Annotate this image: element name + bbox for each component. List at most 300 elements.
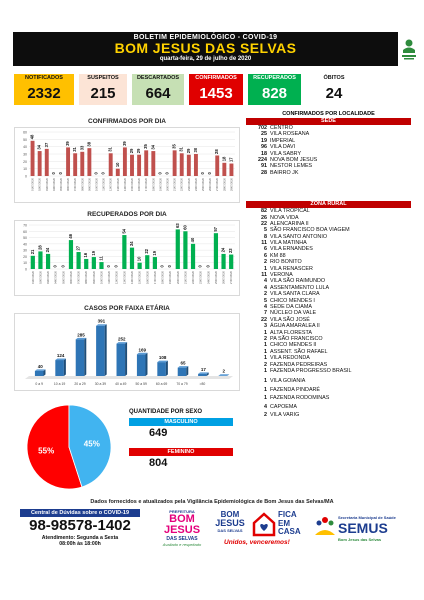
locality-count: 5: [264, 227, 267, 234]
locality-name: CHICO MENDES II: [270, 342, 317, 349]
confirmados-value-label: 39: [121, 141, 127, 146]
confirmados-chart-title: CONFIRMADOS POR DIA: [88, 118, 166, 125]
recuperados-xtick: 25/07/2020: [214, 271, 218, 284]
confirmados-value-label: 0: [200, 172, 206, 175]
bulletin-header: [13, 32, 398, 66]
bulletin-date: quarta-feira, 29 de julho de 2020: [159, 56, 252, 62]
hotline-title: Central de Dúvidas sobre o COVID-19: [20, 509, 140, 517]
confirmados-value-label: 29: [129, 148, 134, 154]
fica-em-casa-logo: [210, 509, 310, 551]
confirmados-bar: [123, 147, 127, 176]
faixa-category-label: 40 a 49: [115, 382, 127, 386]
locality-name: FAZENDA PEDREIRAS: [270, 361, 328, 368]
locality-name: ÁGUA AMARALEA II: [270, 323, 320, 330]
extra-list-item: [246, 377, 411, 386]
recuperados-xtick: 24/07/2020: [207, 271, 211, 284]
faixa-value-label: 124: [56, 353, 65, 359]
locality-name: VILA SÃO RAIMUNDO: [270, 278, 326, 285]
recuperados-value-label: 27: [75, 245, 81, 251]
locality-count: 1: [264, 378, 267, 385]
confirmados-value-label: 33: [79, 145, 85, 151]
faixa-bar: [157, 362, 166, 376]
confirmados-value-label: 39: [65, 141, 71, 146]
confirmados-bar: [194, 154, 198, 176]
confirmados-value-label: 18: [221, 156, 227, 162]
confirmados-ytick: 50: [23, 137, 27, 142]
recuperados-bar: [122, 235, 126, 269]
locality-name: VERONA: [270, 272, 293, 279]
hotline-hours-time: 08:00h às 18:00h: [59, 541, 101, 547]
confirmados-value-label: 29: [185, 148, 191, 154]
confirmados-bar: [222, 163, 226, 176]
locality-name: CHICO MENDES I: [270, 297, 315, 304]
confirmados-bar: [229, 164, 233, 176]
confirmados-value-label: 48: [29, 134, 35, 140]
em-word: EM: [278, 518, 290, 528]
extra-list-item: [246, 394, 411, 403]
locality-count: 1: [264, 348, 267, 355]
stat-box-notificados: [14, 74, 74, 105]
faixa-bar-side: [84, 338, 86, 376]
locality-name: VILA SÃO JOSÉ: [270, 316, 310, 323]
locality-count: 11: [261, 240, 267, 247]
confirmados-value-label: 29: [136, 148, 142, 154]
pie-slice-label: 55%: [38, 446, 55, 456]
confirmados-xtick: 17/07/2020: [145, 178, 149, 191]
recuperados-bar: [191, 244, 195, 269]
confirmados-xtick: 13/07/2020: [116, 178, 120, 191]
confirmados-bar: [151, 151, 155, 176]
recuperados-value-label: 60: [182, 225, 188, 230]
stat-label: ÓBITOS: [306, 74, 362, 82]
stat-box-suspeitos: [79, 74, 127, 105]
recuperados-xtick: 11/07/2020: [108, 271, 112, 284]
confirmados-xtick: 24/07/2020: [194, 178, 198, 191]
locality-name: VILA GOIANIA: [270, 378, 306, 385]
faixa-value-label: 169: [138, 347, 146, 353]
confirmados-bar: [87, 148, 91, 176]
confirmados-value-label: 0: [164, 172, 170, 175]
faixa-value-label: 285: [77, 332, 85, 338]
prefeitura-logo: [160, 509, 204, 551]
locality-name: KM 88: [270, 252, 286, 259]
locality-count: 1: [264, 395, 267, 402]
locality-count: 4: [264, 284, 267, 291]
confirmados-xtick: 28/07/2020: [223, 178, 227, 191]
confirmados-bar: [45, 149, 49, 176]
sede-list: [246, 125, 411, 176]
recuperados-chart-title: RECUPERADOS POR DIA: [87, 211, 167, 218]
locality-name: ASSENTAMENTO LULA: [270, 284, 330, 291]
recuperados-xtick: 17/07/2020: [153, 271, 157, 284]
semus-big: SEMUS: [338, 520, 388, 536]
locality-count: 25: [261, 131, 267, 138]
confirmados-value-label: 34: [150, 144, 156, 150]
locality-count: 1: [264, 342, 267, 349]
locality-count: 7: [264, 310, 267, 317]
recuperados-value-label: 24: [45, 247, 51, 253]
house-heart-icon: [251, 511, 277, 537]
recuperados-xtick: 27/07/2020: [230, 271, 234, 284]
recuperados-bar: [31, 256, 35, 269]
confirmados-bar: [73, 153, 77, 176]
locality-count: 1: [264, 367, 267, 374]
locality-name: SEDE DA CIAMA: [270, 303, 312, 310]
locality-name: IMPERIAL: [270, 137, 296, 144]
locality-count: 6: [264, 246, 267, 253]
faixa-bar: [96, 326, 105, 376]
faixa-value-label: 108: [158, 355, 167, 361]
stat-box-descartados: [132, 74, 184, 105]
confirmados-value-label: 31: [178, 147, 184, 152]
recuperados-value-label: 0: [167, 265, 173, 268]
locality-name: PA SÃO FRANCISCO: [270, 335, 323, 342]
confirmados-value-label: 17: [228, 157, 234, 163]
bulletin-subtitle: BOLETIM EPIDEMIOLÓGICO - COVID-19: [133, 34, 278, 41]
confirmados-value-label: 0: [50, 172, 56, 175]
confirmados-value-label: 34: [36, 144, 42, 150]
stat-label: SUSPEITOS: [79, 74, 127, 82]
confirmados-bar: [109, 153, 113, 176]
faixa-category-label: 50 a 59: [135, 382, 147, 386]
extra-list-item: [246, 411, 411, 420]
locality-count: 1: [264, 386, 267, 393]
locality-count: 26: [261, 214, 267, 221]
locality-count: 6: [264, 252, 267, 259]
faixa-category-label: 60 a 69: [155, 382, 168, 386]
faixa-category-label: 0 a 9: [35, 382, 43, 386]
faixa-bar-side: [125, 342, 127, 376]
locality-name: SÃO FRANCISCO BOA VIAGEM: [270, 227, 350, 234]
confirmados-bar: [38, 151, 42, 176]
locality-count: 2: [264, 335, 267, 342]
faixa-value-label: 40: [37, 363, 43, 369]
locality-name: VILA VARIG: [270, 412, 300, 419]
feminino-bar: FEMININO: [129, 448, 233, 456]
stat-box-óbitos: [306, 74, 362, 105]
locality-count: 11: [261, 272, 267, 279]
masculino-value: 649: [149, 427, 168, 439]
locality-name: VILA SANTO ANTONIO: [270, 233, 328, 240]
confirmados-xtick: 18/07/2020: [152, 178, 156, 191]
confirmados-xtick: 16/07/2020: [138, 178, 142, 191]
confirmados-value-label: 10: [114, 162, 120, 168]
confirmados-value-label: 31: [72, 147, 78, 152]
city-title: BOM JESUS DAS SELVAS: [114, 40, 297, 56]
locality-name: RIO BONITO: [270, 259, 302, 266]
locality-name: NÚCLEO DA VALE: [270, 310, 317, 317]
confirmados-value-label: 28: [214, 149, 220, 154]
sexo-pie-box: [14, 400, 124, 494]
recuperados-xtick: 19/07/2020: [169, 271, 173, 284]
faixa-category-label: 30 a 39: [94, 382, 107, 386]
faixa-bar: [35, 371, 44, 376]
feminino-value: 804: [149, 457, 168, 469]
footer-note: Dados fornecidos e atualizados pela Vigilância Epidemiológica de Bom Jesus das Selvas/MA: [90, 499, 334, 505]
confirmados-value-label: 35: [171, 144, 177, 149]
confirmados-value-label: 30: [192, 147, 198, 153]
faixa-category-label: 70 a 79: [176, 382, 188, 386]
sexo-title: QUANTIDADE POR SEXO: [129, 409, 203, 415]
locality-name: ALENCARINA II: [270, 220, 309, 227]
locality-count: 4: [264, 403, 267, 410]
recuperados-value-label: 11: [98, 256, 104, 261]
extra-list-item: [246, 386, 411, 395]
semus-tag: Bom Jesus das Selvas: [338, 537, 382, 542]
recuperados-xtick: 16/07/2020: [146, 271, 150, 284]
confirmados-xtick: 27/07/2020: [216, 178, 220, 191]
recuperados-bar: [46, 254, 50, 269]
faixa-category-label: >80: [199, 382, 206, 386]
faixa-bar-side: [166, 361, 168, 376]
faixa-value-label: 2: [222, 368, 226, 374]
confirmados-chart-box: [14, 127, 240, 203]
locality-count: 4: [264, 303, 267, 310]
recuperados-xtick: 05/07/2020: [62, 271, 66, 284]
fica-jesus: JESUS: [215, 518, 245, 528]
locality-name: VILA ERNANDES: [270, 246, 313, 253]
recuperados-xtick: 02/07/2020: [39, 271, 43, 284]
confirmados-xtick: 29/07/2020: [230, 178, 234, 191]
masculino-bar: MASCULINO: [129, 418, 233, 426]
confirmados-xtick: 12/07/2020: [109, 178, 113, 191]
locality-name: ALTA FLORESTA: [270, 329, 312, 336]
locality-count: 2: [264, 291, 267, 298]
recuperados-bar: [38, 251, 42, 269]
confirmados-ytick: 60: [23, 130, 27, 135]
confirmados-bar: [116, 169, 120, 176]
locality-count: 91: [261, 163, 267, 170]
faixa-chart-box: [14, 313, 240, 391]
stat-value: 215: [79, 82, 127, 105]
recuperados-value-label: 0: [113, 265, 119, 268]
casa-word: CASA: [278, 527, 301, 536]
stat-value: 24: [306, 82, 362, 105]
locality-count: 8: [264, 233, 267, 240]
sede-header: SEDE: [246, 118, 411, 125]
fica-slogan: Unidos, venceremos!: [224, 539, 290, 546]
locality-count: 702: [258, 125, 267, 131]
locality-name: ASSENT. SÃO RAFAEL: [270, 348, 328, 355]
locality-name: CENTRO: [270, 125, 293, 131]
stat-box-confirmados: [189, 74, 243, 105]
locality-name: VILA DAVI: [270, 144, 296, 151]
recuperados-xtick: 07/07/2020: [77, 271, 81, 284]
recuperados-xtick: 03/07/2020: [47, 271, 51, 284]
confirmados-xtick: 11/07/2020: [102, 178, 106, 191]
recuperados-bar: [130, 248, 134, 269]
faixa-bar: [137, 354, 146, 376]
extra-list: [246, 377, 411, 420]
faixa-bar-side: [186, 366, 188, 376]
confirmados-bar: [173, 150, 177, 176]
faixa-category-label: 10 a 19: [53, 382, 66, 386]
locality-count: 4: [264, 278, 267, 285]
confirmados-xtick: 20/07/2020: [166, 178, 170, 191]
locality-count: 19: [261, 137, 267, 144]
faixa-floor: [25, 376, 233, 379]
recuperados-xtick: 12/07/2020: [115, 271, 119, 284]
recuperados-value-label: 0: [60, 265, 66, 268]
recuperados-ytick: 30: [23, 248, 27, 253]
faixa-bar-side: [64, 359, 66, 376]
confirmados-xtick: 23/07/2020: [187, 178, 191, 191]
recuperados-bar: [138, 263, 142, 269]
confirmados-value-label: 37: [43, 142, 49, 148]
locality-count: 1: [264, 355, 267, 362]
locality-name: NOVA BOM JESUS: [270, 156, 318, 163]
confirmados-bar: [180, 153, 184, 176]
confirmados-value-label: 0: [207, 172, 213, 175]
confirmados-value-label: 0: [93, 172, 99, 175]
faixa-bar: [117, 344, 126, 376]
faixa-chart: [15, 314, 239, 390]
recuperados-value-label: 21: [29, 249, 35, 255]
recuperados-xtick: 04/07/2020: [54, 271, 58, 284]
rural-list-item: [246, 368, 411, 374]
locality-name: VILA TROPICAL: [270, 208, 310, 215]
faixa-value-label: 252: [118, 336, 126, 342]
locality-count: 28: [261, 169, 267, 176]
prefeitura-small: PREFEITURA: [169, 509, 195, 514]
recuperados-xtick: 06/07/2020: [69, 271, 73, 284]
hotline-hours-days: Atendimento: Segunda a Sexta: [41, 535, 119, 541]
confirmados-xtick: 07/07/2020: [74, 178, 78, 191]
recuperados-value-label: 34: [129, 241, 134, 247]
stat-value: 2332: [14, 82, 74, 105]
hotline-block: [20, 509, 140, 551]
semus-corner-logo-icon: [400, 38, 418, 62]
stat-box-recuperados: [248, 74, 301, 105]
locality-count: 22: [261, 220, 267, 227]
faixa-category-label: 20 a 29: [74, 382, 86, 386]
locality-name: VILA SABRY: [270, 150, 302, 157]
locality-count: 1: [264, 265, 267, 272]
recuperados-ytick: 70: [23, 223, 27, 228]
recuperados-value-label: 40: [190, 237, 196, 243]
recuperados-ytick: 60: [23, 229, 27, 234]
recuperados-value-label: 0: [159, 265, 165, 268]
confirmados-value-label: 0: [57, 172, 63, 175]
confirmados-xtick: 21/07/2020: [173, 178, 177, 191]
recuperados-value-label: 0: [205, 265, 211, 268]
confirmados-bar: [130, 155, 134, 176]
confirmados-ytick: 30: [23, 152, 27, 157]
extra-list-item: [246, 403, 411, 412]
recuperados-xtick: 10/07/2020: [100, 271, 104, 284]
recuperados-ytick: 40: [23, 242, 27, 247]
confirmados-bar: [80, 152, 84, 176]
locality-name: FAZENDA RODOMINAS: [270, 395, 330, 402]
confirmados-value-label: 35: [143, 144, 149, 149]
stat-value: 664: [132, 82, 184, 105]
faixa-bar: [178, 368, 187, 376]
confirmados-bar: [31, 141, 35, 176]
confirmados-bar: [187, 155, 191, 176]
stat-label: RECUPERADOS: [248, 74, 301, 82]
recuperados-xtick: 21/07/2020: [184, 271, 188, 284]
locality-name: VILA MATINHA: [270, 240, 307, 247]
recuperados-bar: [92, 257, 96, 269]
recuperados-value-label: 24: [220, 247, 226, 253]
locality-name: VILA REDONDA: [270, 355, 310, 362]
recuperados-value-label: 63: [174, 223, 180, 228]
recuperados-value-label: 16: [83, 252, 89, 258]
locality-count: 18: [261, 150, 267, 157]
confirmados-value-label: 0: [100, 172, 106, 175]
locality-name: NOVA VIDA: [270, 214, 299, 221]
faixa-bar: [55, 360, 64, 376]
localidade-title: CONFIRMADOS POR LOCALIDADE: [282, 111, 375, 117]
locality-count: 22: [261, 316, 267, 323]
stat-label: DESCARTADOS: [132, 74, 184, 82]
confirmados-ytick: 10: [23, 167, 27, 172]
zona-rural-header: ZONA RURAL: [246, 201, 411, 208]
confirmados-xtick: 01/07/2020: [31, 178, 35, 191]
stat-label: CONFIRMADOS: [189, 74, 243, 82]
recuperados-xtick: 26/07/2020: [222, 271, 226, 284]
recuperados-value-label: 28: [37, 245, 43, 250]
recuperados-xtick: 18/07/2020: [161, 271, 165, 284]
prefeitura-tag: DAS SELVAS: [166, 536, 198, 542]
localidade-panel: [246, 111, 411, 420]
sexo-pie-chart: [14, 400, 124, 494]
confirmados-value-label: 38: [86, 141, 92, 147]
locality-name: VILA SANTA CLARA: [270, 291, 320, 298]
confirmados-xtick: 08/07/2020: [81, 178, 85, 191]
recuperados-bar: [153, 257, 157, 269]
prefeitura-slogan: Avaliado e respeitado: [162, 542, 202, 547]
confirmados-bar: [144, 150, 148, 176]
locality-count: 224: [258, 156, 267, 163]
confirmados-xtick: 10/07/2020: [95, 178, 99, 191]
recuperados-bar: [69, 240, 73, 269]
confirmados-xtick: 15/07/2020: [131, 178, 134, 191]
recuperados-value-label: 22: [144, 248, 150, 254]
confirmados-xtick: 14/07/2020: [123, 178, 127, 191]
recuperados-bar: [145, 255, 149, 269]
confirmados-xtick: 03/07/2020: [45, 178, 49, 191]
locality-count: 2: [264, 361, 267, 368]
recuperados-value-label: 19: [151, 250, 157, 256]
recuperados-value-label: 0: [197, 265, 203, 268]
recuperados-chart-box: [14, 220, 240, 296]
recuperados-ytick: 10: [23, 261, 27, 266]
faixa-value-label: 391: [97, 318, 106, 324]
faixa-bar: [198, 374, 207, 376]
stat-value: 1453: [189, 82, 243, 105]
locality-count: 3: [264, 323, 267, 330]
recuperados-xtick: 09/07/2020: [92, 271, 96, 284]
fica-das-selvas: DAS SELVAS: [217, 528, 243, 533]
locality-name: BAIRRO JK: [270, 169, 299, 176]
recuperados-xtick: 15/07/2020: [138, 271, 142, 284]
recuperados-ytick: 0: [25, 267, 27, 272]
locality-count: 5: [264, 297, 267, 304]
recuperados-bar: [176, 229, 180, 269]
recuperados-xtick: 20/07/2020: [176, 271, 180, 284]
locality-count: 1: [264, 329, 267, 336]
confirmados-xtick: 02/07/2020: [38, 178, 42, 191]
confirmados-xtick: 04/07/2020: [52, 178, 56, 191]
recuperados-ytick: 50: [23, 236, 27, 241]
faixa-value-label: 17: [200, 366, 206, 372]
confirmados-ytick: 20: [23, 159, 27, 164]
confirmados-value-label: 31: [107, 147, 113, 152]
locality-name: NESTOR LEMES: [270, 163, 313, 170]
recuperados-bar: [214, 233, 218, 269]
pie-slice-label: 45%: [83, 439, 100, 449]
